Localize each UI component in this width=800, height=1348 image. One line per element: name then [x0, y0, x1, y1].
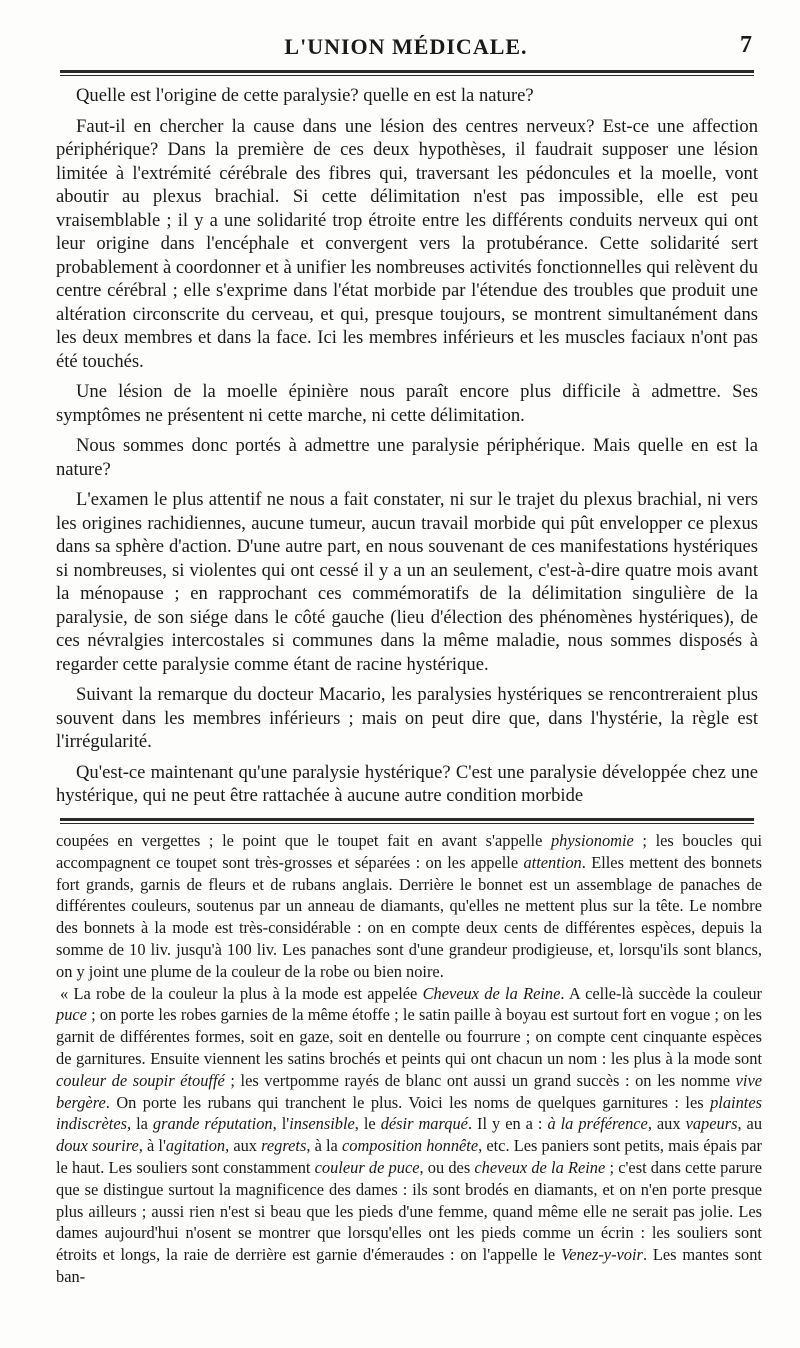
footnote-text: . Il y en a :: [467, 1114, 548, 1134]
footnote-text: « La robe de la couleur la plus à la mode est appelée: [60, 983, 423, 1003]
page-header: [60, 30, 752, 64]
footnote-italic-term: agitation: [165, 1136, 226, 1156]
footnote-separator: [60, 818, 754, 821]
footnote-italic-term: puce: [56, 1005, 87, 1025]
paragraph: Nous sommes donc portés à admettre une paralysie périphérique. Mais quelle en est la nature?: [56, 435, 758, 480]
footnote-text: , au: [737, 1114, 763, 1134]
footnote-text: , ou des: [419, 1157, 475, 1177]
footnote-italic-term: physionomie: [550, 831, 634, 850]
footnote-text: , aux: [225, 1136, 262, 1156]
footnote-italic-term: vive bergère: [56, 1070, 762, 1112]
footnote-italic-term: composition honnête: [341, 1136, 479, 1156]
footnote-italic-term: grande réputation: [152, 1114, 273, 1134]
footnote-italic-term: insensible: [289, 1114, 355, 1134]
footnote-italic-term: attention: [523, 852, 582, 872]
footnote-text: . A celle-là succède la couleur: [560, 983, 762, 1003]
footnote-text: , aux: [647, 1114, 686, 1134]
footnote-text: ; les boucles qui accompagnent ce toupet sont très-grosses et séparées : on les appelle: [56, 831, 762, 872]
footnote-italic-term: à la préférence: [547, 1114, 648, 1134]
main-text: [56, 84, 758, 815]
footnote-text: coupées en vergettes ; le point que le toupet fait en avant s'appelle: [56, 831, 551, 850]
footnote-text: , l': [272, 1114, 290, 1134]
footnote-italic-term: plaintes indiscrètes: [56, 1092, 762, 1134]
footnote-text: , le: [354, 1114, 381, 1134]
footnote-text: ; c'est dans cette parure que se distingue surtout la magnificence des dames : ils sont brodés en diamants, et on n'en porte presque plus ailleurs ; aussi rien n'est si beau que les pieds d'une femme, quand même elle ne serait pas jolie. Les dames aujourd'hui n'osent se montrer que lorsqu'elles ont les pieds comme un écrin : les souliers sont étroits et longs, la raie de derrière est garnie d'émeraudes : on l'appelle le: [56, 1157, 763, 1265]
footnote-text: . Les mantes sont ban-: [56, 1245, 762, 1286]
footnote: [56, 830, 762, 1288]
footnote-italic-term: Cheveux de la Reine: [422, 983, 561, 1003]
paragraph: L'examen le plus attentif ne nous a fait constater, ni sur le trajet du plexus brachial, ni vers les origines rachidiennes, aucune tumeur, aucun travail morbide qui pût envelopper ce plexus dans sa sphère d'action. D'une autre part, en nous souvenant de ces manifestations hystériques si nombreuses, si violentes qui ont cessé il y a un an seulement, c'est-à-dire quatre mois avant la ménopause ; en rapprochant ces commémoratifs de la délimitation singulière de la paralysie, de son siége dans le côté gauche (lieu d'élection des phénomènes hystériques), de ces névralgies intercostales si communes dans la même maladie, nous sommes disposés à regarder cette paralysie comme étant de racine hystérique.: [56, 489, 758, 675]
footnote-paragraph: [56, 830, 762, 983]
footnote-italic-term: couleur de puce: [314, 1157, 420, 1177]
footnote-text: ; on porte les robes garnies de la même étoffe ; le satin paille à boyau est surtout fort en vogue ; on les garnit de différentes formes, soit en gaze, soit en dentelle ou fourrure ; on compte cent cinquante espèces de garnitures. Ensuite viennent les satins brochés et peints qui ont chacun un nom : les plus à la mode sont: [56, 1005, 762, 1068]
footnote-italic-term: doux sourire: [56, 1136, 139, 1156]
footnote-italic-term: vapeurs: [685, 1114, 738, 1134]
header-rule: [60, 70, 754, 73]
footnote-text: . Elles mettent des bonnets fort grands, garnis de fleurs et de rubans anglais. Derrière le bonnet est un assemblage de panaches de différentes couleurs, soutenus par un anneau de diamants, qu'elles ne mettent plus sur la tête. Le nombre des bonnets à la mode est très-considérable : on en compte deux cents de différentes espèces, depuis la somme de 10 liv. jusqu'à 100 liv. Les panaches sont d'une grandeur prodigieuse, et, lorsqu'ils sont blancs, on y joint une plume de la couleur de la robe ou bien noire.: [56, 852, 762, 981]
paragraph: Une lésion de la moelle épinière nous paraît encore plus difficile à admettre. Ses symptômes ne présentent ni cette marche, ni cette délimitation.: [56, 381, 758, 426]
footnote-separator-thin: [60, 823, 754, 824]
footnote-italic-term: regrets: [261, 1136, 307, 1156]
footnote-text: , la: [127, 1114, 153, 1134]
header-rule-thin: [60, 75, 754, 76]
footnote-text: , à l': [138, 1136, 166, 1156]
page-number: 7: [740, 32, 752, 58]
footnote-text: . On porte les rubans qui tranchent le plus. Voici les noms de quelques garnitures : les: [105, 1092, 711, 1112]
footnote-text: , à la: [306, 1136, 342, 1156]
footnote-italic-term: couleur de soupir étouffé: [56, 1070, 225, 1090]
paragraph: Qu'est-ce maintenant qu'une paralysie hystérique? C'est une paralysie développée chez une hystérique, qui ne peut être rattachée à aucune autre condition morbide: [56, 761, 758, 806]
paragraph: Quelle est l'origine de cette paralysie? quelle en est la nature?: [76, 85, 534, 106]
footnote-italic-term: cheveux de la Reine: [474, 1157, 606, 1177]
footnote-text: , etc. Les paniers sont petits, mais épais par le haut. Les souliers sont constamment: [56, 1136, 762, 1177]
footnote-text: ; les vertpomme rayés de blanc ont aussi un grand succès : on les nomme: [224, 1070, 736, 1090]
footnote-italic-term: désir marqué: [380, 1114, 468, 1134]
paragraph: Suivant la remarque du docteur Macario, les paralysies hystériques se rencontreraient plus souvent dans les membres inférieurs ; mais on peut dire que, dans l'hystérie, la règle est l'irrégularité.: [56, 684, 758, 752]
footnote-italic-term: Venez-y-voir: [561, 1245, 643, 1265]
footnote-paragraph: [56, 983, 762, 1288]
paragraph: Faut-il en chercher la cause dans une lésion des centres nerveux? Est-ce une affection périphérique? Dans la première de ces deux hypothèses, il faudrait supposer une lésion limitée à l'extrémité cérébrale des fibres qui, traversant les pédoncules et la moelle, vont aboutir au plexus brachial. Si cette délimitation n'est pas impossible, elle est peu vraisemblable ; il y a une solidarité trop étroite entre les différents conduits nerveux qui ont leur origine dans l'encéphale et convergent vers la protubérance. Cette solidarité sert probablement à coordonner et à unifier les nombreuses activités fonctionnelles qui relèvent du centre cérébral ; elle s'exprime dans l'état morbide par l'étendue des troubles que produit une altération circonscrite du cerveau, et qui, presque toujours, se montrent simultanément dans les deux membres et dans la face. Ici les membres inférieurs et les muscles faciaux n'ont pas été touchés.: [56, 115, 758, 372]
running-title: L'UNION MÉDICALE.: [284, 34, 528, 59]
